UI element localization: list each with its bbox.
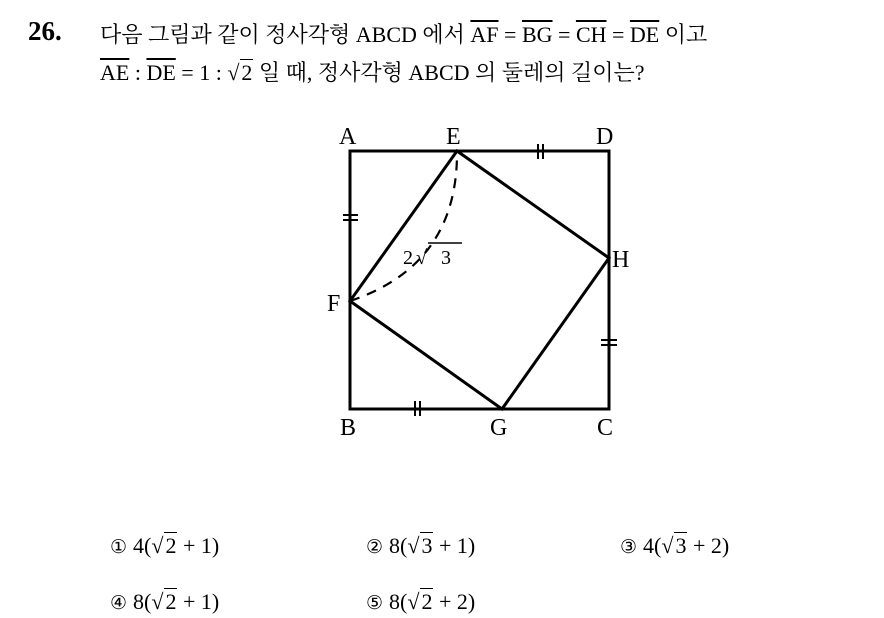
- choice-3-post: + 2): [687, 533, 730, 558]
- label-d: D: [596, 124, 614, 150]
- choice-4-mark: ④: [110, 592, 128, 614]
- choice-1-root: [151, 533, 177, 559]
- question-text-post-1: 이고: [659, 22, 708, 47]
- choice-3-mark: ③: [620, 536, 638, 558]
- segment-bg: $\overline{BG}$: [521, 22, 553, 47]
- label-c: C: [597, 415, 614, 441]
- label-e: E: [446, 124, 461, 150]
- segment-de: $\overline{DE}$: [629, 22, 660, 47]
- choice-5-post: + 2): [433, 589, 476, 614]
- root-sign: √: [151, 533, 164, 558]
- equals-1: =: [498, 22, 522, 47]
- segment-af: $\overline{AF}$: [470, 22, 499, 47]
- ratio-colon: :: [129, 60, 147, 85]
- choice-1-radicand: 2: [165, 533, 177, 558]
- choice-1-post: + 1): [177, 533, 220, 558]
- choice-3-radicand: 3: [675, 533, 687, 558]
- choice-2-radicand: 3: [421, 533, 433, 558]
- root-sign: √: [407, 589, 420, 614]
- choice-5-pre: 8(: [389, 589, 408, 614]
- choice-1-pre: 4(: [133, 533, 152, 558]
- segment-ae: $\overline{AE}$: [100, 60, 130, 85]
- root-sign: √: [661, 533, 674, 558]
- choice-5-mark: ⑤: [366, 592, 384, 614]
- choice-5[interactable]: [366, 589, 475, 615]
- root-sign: √: [407, 533, 420, 558]
- label-g: G: [490, 415, 508, 441]
- measure-root-sign: √: [416, 247, 427, 269]
- choice-4-post: + 1): [177, 589, 220, 614]
- choice-4-radicand: 2: [165, 589, 177, 614]
- label-b: B: [340, 415, 357, 441]
- segment-de-2: $\overline{DE}$: [146, 60, 176, 85]
- segment-ch: $\overline{CH}$: [575, 22, 607, 47]
- choice-1[interactable]: [110, 533, 219, 559]
- label-f: F: [327, 291, 341, 317]
- choice-2-post: + 1): [433, 533, 476, 558]
- inner-square-ehgf: [350, 151, 609, 409]
- equals-2: =: [552, 22, 576, 47]
- label-a: A: [339, 124, 357, 150]
- choice-5-radicand: 2: [421, 589, 433, 614]
- ratio-radicand: 2: [241, 60, 253, 85]
- choice-1-mark: ①: [110, 536, 128, 558]
- tick-marks: [343, 144, 617, 416]
- equals-3: =: [606, 22, 630, 47]
- choice-4[interactable]: [110, 589, 219, 615]
- root-sign: √: [151, 589, 164, 614]
- choice-3-pre: 4(: [643, 533, 662, 558]
- choice-2-root: [407, 533, 433, 559]
- choice-2[interactable]: [366, 533, 475, 559]
- choice-2-mark: ②: [366, 536, 384, 558]
- root-sign: √: [227, 60, 240, 85]
- question-number: 26.: [28, 16, 62, 46]
- label-h: H: [612, 247, 630, 273]
- square-abcd: [350, 151, 609, 409]
- choice-3-root: [661, 533, 687, 559]
- measure-radicand: 3: [441, 247, 451, 269]
- choice-4-pre: 8(: [133, 589, 152, 614]
- question-text-pre: 다음 그림과 같이 정사각형 ABCD 에서: [100, 22, 471, 47]
- ratio-value: = 1 :: [175, 60, 228, 85]
- choice-5-root: [407, 589, 433, 615]
- measure-coef: 2: [403, 247, 413, 269]
- choice-4-root: [151, 589, 177, 615]
- question-text-post-2: 일 때, 정사각형 ABCD 의 둘레의 길이는?: [253, 60, 645, 85]
- choice-2-pre: 8(: [389, 533, 408, 558]
- choice-3[interactable]: [620, 533, 729, 559]
